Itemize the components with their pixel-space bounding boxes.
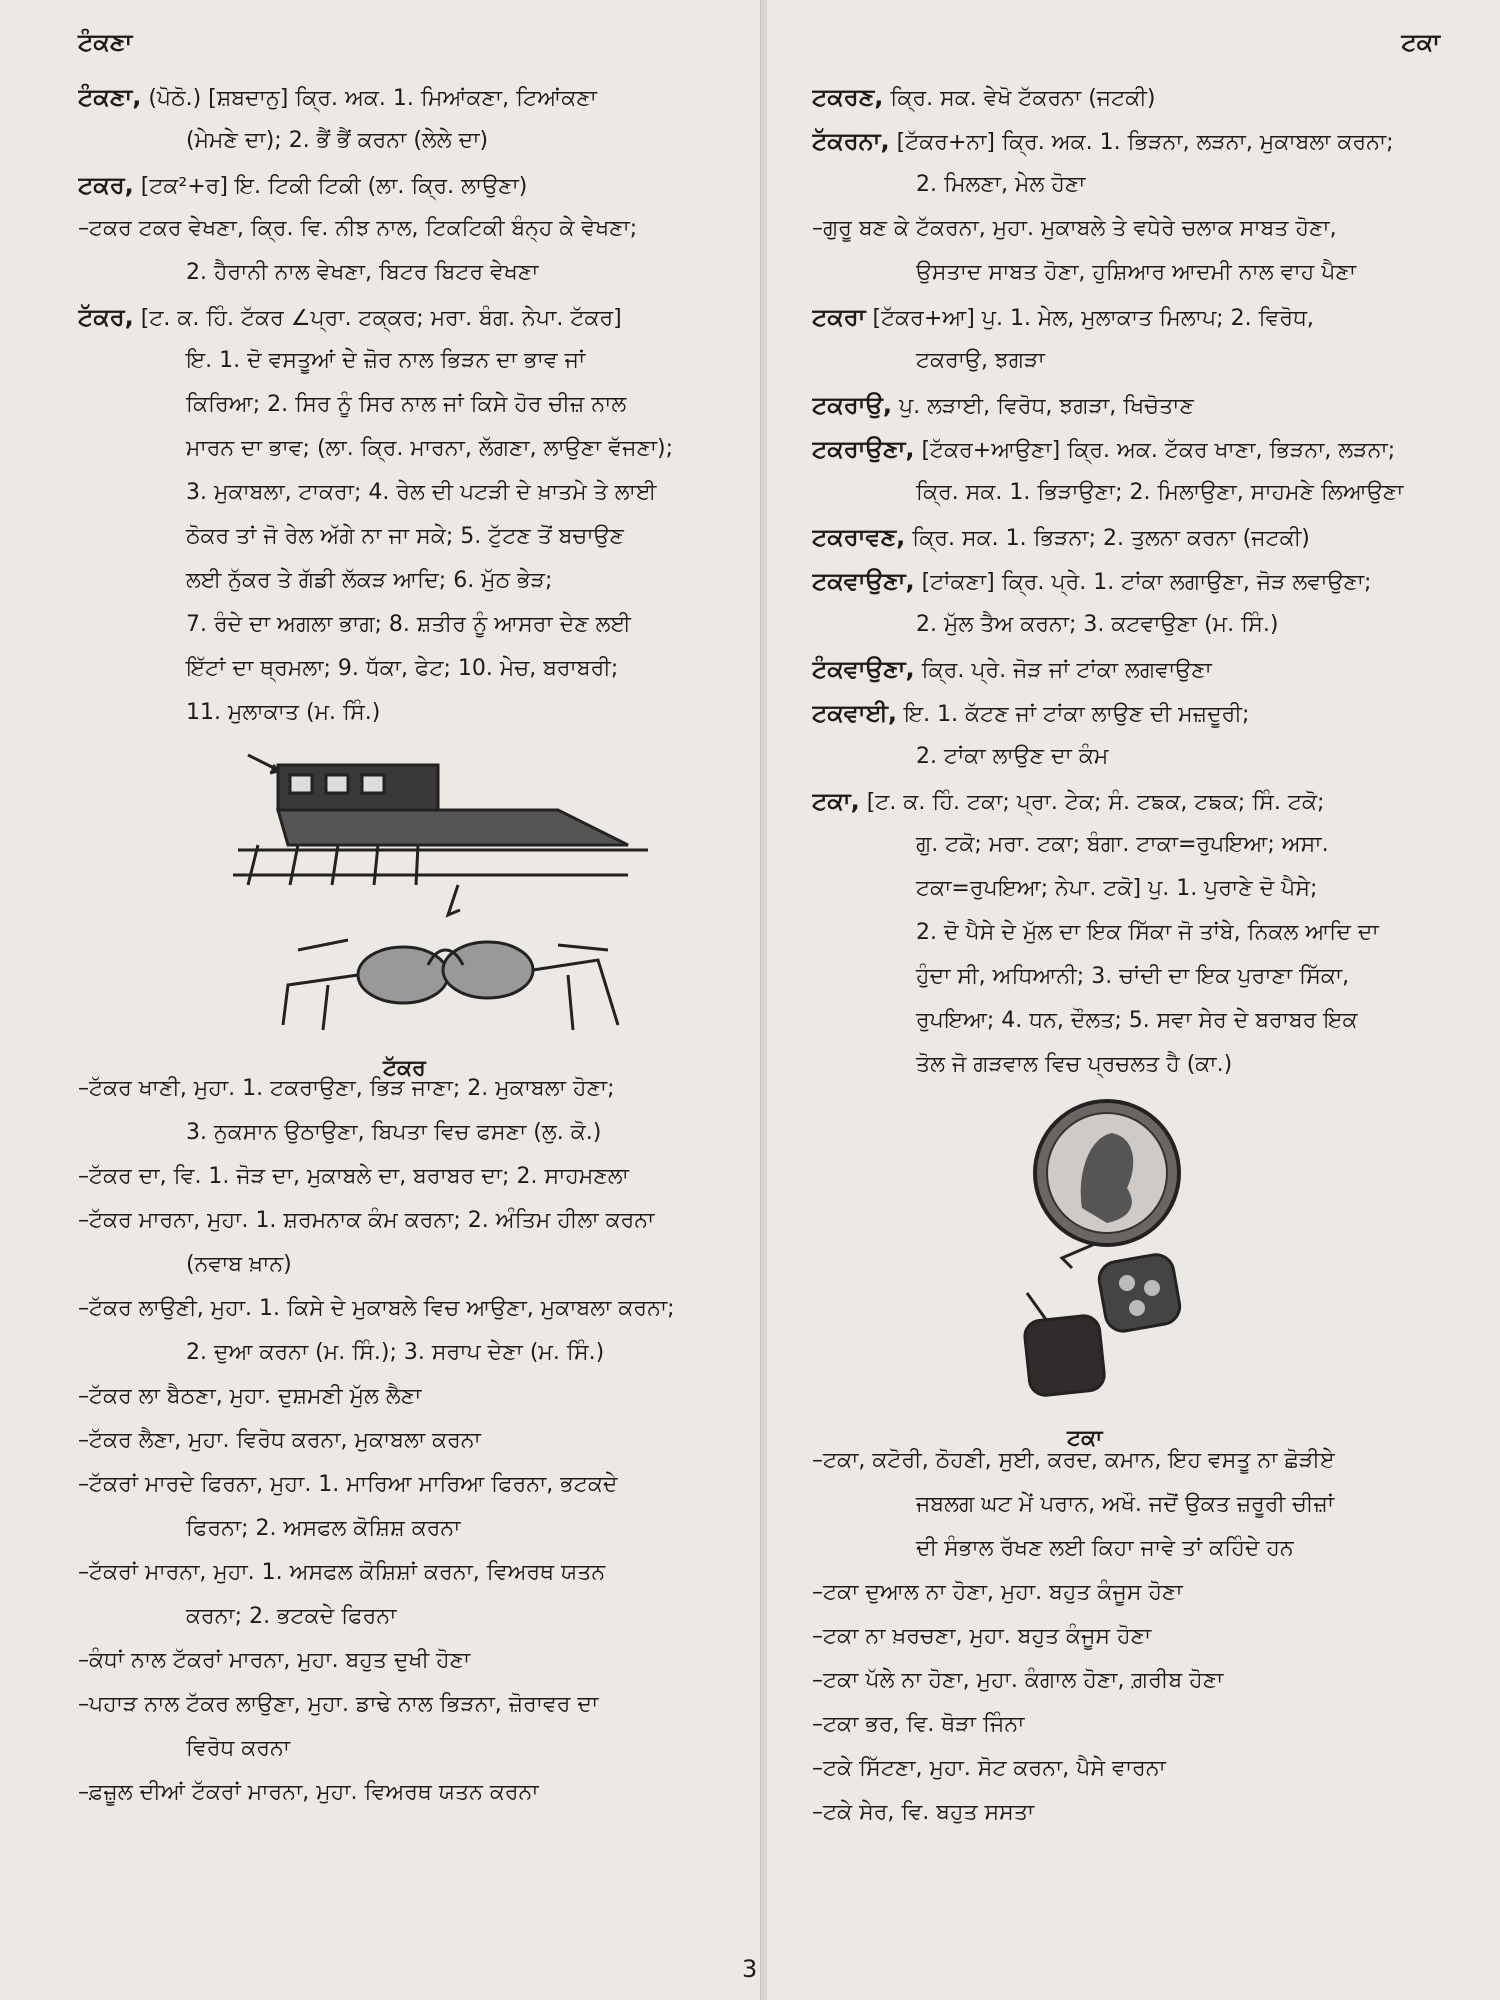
definition-text: –ਟੱਕਰ ਖਾਣੀ, ਮੁਹਾ. 1. ਟਕਰਾਉਣਾ, ਭਿੜ ਜਾਣਾ; 2. ਮੁਕਾਬਲਾ ਹੋਣਾ; xyxy=(78,1076,615,1101)
dictionary-line xyxy=(812,1747,1462,1791)
headword: ਟਕਰਾਵਣ, xyxy=(812,523,906,551)
definition-text: 11. ਮੁਲਾਕਾਤ (ਮ. ਸਿੰ.) xyxy=(186,700,381,725)
dictionary-line xyxy=(812,251,1462,295)
headword: ਟਕਰ, xyxy=(78,171,134,199)
dictionary-line xyxy=(78,1683,718,1727)
definition-text: –ਟਕਰ ਟਕਰ ਵੇਖਣਾ, ਕ੍ਰਿ. ਵਿ. ਨੀਝ ਨਾਲ, ਟਿਕਟਿਕੀ ਬੰਨ੍ਹ ਕੇ ਵੇਖਣਾ; xyxy=(78,216,638,241)
definition-text: ਟਕਰਾਉ, ਝਗੜਾ xyxy=(916,348,1045,373)
definition-text: –ਟੱਕਰਾਂ ਮਾਰਨਾ, ਮੁਹਾ. 1. ਅਸਫਲ ਕੋਸ਼ਿਸ਼ਾਂ ਕਰਨਾ, ਵਿਅਰਥ ਯਤਨ xyxy=(78,1560,606,1585)
train-buffer-and-rams-drawing xyxy=(228,735,708,1045)
page-gutter xyxy=(760,0,767,2000)
left-column xyxy=(78,75,718,1815)
definition-text: ਤੋਲ ਜੋ ਗੜਵਾਲ ਵਿਚ ਪ੍ਰਚਲਤ ਹੈ (ਕਾ.) xyxy=(916,1052,1233,1077)
definition-text: [ਟੱਕਰ+ਆਉਣਾ] ਕ੍ਰਿ. ਅਕ. ਟੱਕਰ ਖਾਣਾ, ਭਿੜਨਾ, ਲੜਨਾ; xyxy=(914,438,1396,463)
dictionary-line xyxy=(812,515,1462,559)
coins-drawing xyxy=(987,1093,1247,1413)
dictionary-line xyxy=(812,647,1462,691)
dictionary-line xyxy=(812,735,1462,779)
dictionary-line xyxy=(78,383,718,427)
dictionary-line xyxy=(78,691,718,735)
definition-text: ਕਰਨਾ; 2. ਭਟਕਦੇ ਫਿਰਨਾ xyxy=(186,1604,397,1629)
headword: ਟਕਾ, xyxy=(812,787,860,815)
dictionary-line xyxy=(78,339,718,383)
definition-text: –ਕੰਧਾਂ ਨਾਲ ਟੱਕਰਾਂ ਮਾਰਨਾ, ਮੁਹਾ. ਬਹੁਤ ਦੁਖੀ ਹੋਣਾ xyxy=(78,1648,471,1673)
dictionary-line xyxy=(812,339,1462,383)
right-column xyxy=(812,75,1462,1835)
definition-text: ਇ. 1. ਕੱਟਣ ਜਾਂ ਟਾਂਕਾ ਲਾਉਣ ਦੀ ਮਜ਼ਦੂਰੀ; xyxy=(897,702,1250,727)
dictionary-line xyxy=(78,163,718,207)
dictionary-line xyxy=(812,1791,1462,1835)
definition-text: 2. ਟਾਂਕਾ ਲਾਉਣ ਦਾ ਕੰਮ xyxy=(916,744,1109,769)
dictionary-line xyxy=(78,251,718,295)
dictionary-line xyxy=(78,427,718,471)
headword: ਟਕਵਾਈ, xyxy=(812,699,898,727)
definition-text: ਇ. 1. ਦੋ ਵਸਤੂਆਂ ਦੇ ਜ਼ੋਰ ਨਾਲ ਭਿੜਨ ਦਾ ਭਾਵ ਜਾਂ xyxy=(186,348,586,373)
definition-text: ਦੀ ਸੰਭਾਲ ਰੱਖਣ ਲਈ ਕਿਹਾ ਜਾਵੇ ਤਾਂ ਕਹਿੰਦੇ ਹਨ xyxy=(916,1536,1294,1561)
coin-illustration xyxy=(812,1087,1462,1451)
headword: ਟਕਰਾਉ, xyxy=(812,391,892,419)
dictionary-line xyxy=(78,1507,718,1551)
dictionary-line xyxy=(812,911,1462,955)
definition-text: –ਟੱਕਰ ਲਾਉਣੀ, ਮੁਹਾ. 1. ਕਿਸੇ ਦੇ ਮੁਕਾਬਲੇ ਵਿਚ ਆਉਣਾ, ਮੁਕਾਬਲਾ ਕਰਨਾ; xyxy=(78,1296,675,1321)
dictionary-line xyxy=(78,1155,718,1199)
dictionary-line xyxy=(78,295,718,339)
dictionary-line xyxy=(78,559,718,603)
dictionary-line xyxy=(812,603,1462,647)
definition-text: [ਟਾਂਕਣਾ] ਕ੍ਰਿ. ਪ੍ਰੇ. 1. ਟਾਂਕਾ ਲਗਾਉਣਾ, ਜੋੜ ਲਵਾਉਣਾ; xyxy=(914,570,1372,595)
definition-text: (ਪੋਠੋ.) [ਸ਼ਬਦਾਨੁ] ਕ੍ਰਿ. ਅਕ. 1. ਮਿਆਂਕਣਾ, ਟਿਆਂਕਣਾ xyxy=(141,86,597,111)
definition-text: –ਟੱਕਰ ਮਾਰਨਾ, ਮੁਹਾ. 1. ਸ਼ਰਮਨਾਕ ਕੰਮ ਕਰਨਾ; 2. ਅੰਤਿਮ ਹੀਲਾ ਕਰਨਾ xyxy=(78,1208,655,1233)
dictionary-line xyxy=(78,1287,718,1331)
definition-text: –ਟਕੇ ਸਿੱਟਣਾ, ਮੁਹਾ. ਸੋਟ ਕਰਨਾ, ਪੈਸੇ ਵਾਰਨਾ xyxy=(812,1756,1166,1781)
definition-text: –ਪਹਾੜ ਨਾਲ ਟੱਕਰ ਲਾਉਣਾ, ਮੁਹਾ. ਡਾਢੇ ਨਾਲ ਭਿੜਨਾ, ਜ਼ੋਰਾਵਰ ਦਾ xyxy=(78,1692,599,1717)
dictionary-line xyxy=(78,647,718,691)
definition-text: ਉਸਤਾਦ ਸਾਬਤ ਹੋਣਾ, ਹੁਸ਼ਿਆਰ ਆਦਮੀ ਨਾਲ ਵਾਹ ਪੈਣਾ xyxy=(916,260,1357,285)
dictionary-line xyxy=(78,515,718,559)
headword: ਟਕਰਾਉਣਾ, xyxy=(812,435,915,463)
page-number: 3 xyxy=(742,1955,758,1983)
definition-text: –ਟਕਾ ਨਾ ਖ਼ਰਚਣਾ, ਮੁਹਾ. ਬਹੁਤ ਕੰਜੂਸ ਹੋਣਾ xyxy=(812,1624,1152,1649)
dictionary-line xyxy=(812,163,1462,207)
running-head-right: ਟਕਾ xyxy=(1401,28,1440,56)
dictionary-line xyxy=(78,1419,718,1463)
definition-text: [ਟ. ਕ. ਹਿੰ. ਟੱਕਰ ∠ਪ੍ਰਾ. ਟਕ੍ਕਰ; ਮਰਾ. ਬੰਗ. ਨੇਪਾ. ਟੱਕਰ] xyxy=(133,306,622,331)
dictionary-line xyxy=(812,295,1462,339)
definition-text: –ਟਕੇ ਸੇਰ, ਵਿ. ਬਹੁਤ ਸਸਤਾ xyxy=(812,1800,1035,1825)
left-entries-top xyxy=(78,75,718,735)
headword: ਟਕਰਣ, xyxy=(812,83,884,111)
running-head-left: ਟੰਕਣਾ xyxy=(78,28,133,56)
dictionary-line xyxy=(812,383,1462,427)
figure-caption-taka: ਟਕਾ xyxy=(1067,1426,1103,1451)
dictionary-line xyxy=(812,955,1462,999)
definition-text: [ਟੱਕਰ+ਆ] ਪੁ. 1. ਮੇਲ, ਮੁਲਾਕਾਤ ਮਿਲਾਪ; 2. ਵਿਰੋਧ, xyxy=(865,306,1314,331)
dictionary-line xyxy=(812,75,1462,119)
dictionary-line xyxy=(812,1043,1462,1087)
definition-text: ਹੁੰਦਾ ਸੀ, ਅਧਿਆਨੀ; 3. ਚਾਂਦੀ ਦਾ ਇਕ ਪੁਰਾਣਾ ਸਿੱਕਾ, xyxy=(916,964,1350,989)
definition-text: 2. ਮਿਲਣਾ, ਮੇਲ ਹੋਣਾ xyxy=(916,172,1086,197)
definition-text: ਕ੍ਰਿ. ਸਕ. 1. ਭਿੜਾਉਣਾ; 2. ਮਿਲਾਉਣਾ, ਸਾਹਮਣੇ ਲਿਆਉਣਾ xyxy=(916,480,1404,505)
dictionary-line xyxy=(812,1703,1462,1747)
dictionary-line xyxy=(812,427,1462,471)
definition-text: –ਟਕਾ ਦੁਆਲ ਨਾ ਹੋਣਾ, ਮੁਹਾ. ਬਹੁਤ ਕੰਜੂਸ ਹੋਣਾ xyxy=(812,1580,1183,1605)
definition-text: –ਟੱਕਰਾਂ ਮਾਰਦੇ ਫਿਰਨਾ, ਮੁਹਾ. 1. ਮਾਰਿਆ ਮਾਰਿਆ ਫਿਰਨਾ, ਭਟਕਦੇ xyxy=(78,1472,618,1497)
dictionary-line xyxy=(78,1375,718,1419)
definition-text: [ਟੱਕਰ+ਨਾ] ਕ੍ਰਿ. ਅਕ. 1. ਭਿੜਨਾ, ਲੜਨਾ, ਮੁਕਾਬਲਾ ਕਰਨਾ; xyxy=(889,130,1394,155)
definition-text: ਟਕਾ=ਰੁਪਇਆ; ਨੇਪਾ. ਟਕੋ] ਪੁ. 1. ਪੁਰਾਣੇ ਦੋ ਪੈਸੇ; xyxy=(916,876,1318,901)
definition-text: ਫਿਰਨਾ; 2. ਅਸਫਲ ਕੋਸ਼ਿਸ਼ ਕਰਨਾ xyxy=(186,1516,461,1541)
definition-text: (ਮੇਮਣੇ ਦਾ); 2. ਭੈਂ ਭੈਂ ਕਰਨਾ (ਲੇਲੇ ਦਾ) xyxy=(186,128,489,153)
definition-text: –ਟੱਕਰ ਲੈਣਾ, ਮੁਹਾ. ਵਿਰੋਧ ਕਰਨਾ, ਮੁਕਾਬਲਾ ਕਰਨਾ xyxy=(78,1428,481,1453)
definition-text: ਠੋਕਰ ਤਾਂ ਜੋ ਰੇਲ ਅੱਗੇ ਨਾ ਜਾ ਸਕੇ; 5. ਟੁੱਟਣ ਤੋਂ ਬਚਾਉਣ xyxy=(186,524,624,549)
headword: ਟੰਕਣਾ, xyxy=(78,83,142,111)
dictionary-line xyxy=(812,779,1462,823)
definition-text: ਕ੍ਰਿ. ਪ੍ਰੇ. ਜੋੜ ਜਾਂ ਟਾਂਕਾ ਲਗਵਾਉਣਾ xyxy=(914,658,1212,683)
definition-text: ਲਈ ਨੁੱਕਰ ਤੇ ਗੱਡੀ ਲੱਕੜ ਆਦਿ; 6. ਮੁੱਠ ਭੇੜ; xyxy=(186,568,553,593)
definition-text: ਪੁ. ਲੜਾਈ, ਵਿਰੋਧ, ਝਗੜਾ, ਖਿਚੋਤਾਣ xyxy=(891,394,1194,419)
dictionary-line xyxy=(78,1771,718,1815)
dictionary-line xyxy=(78,1551,718,1595)
dictionary-line xyxy=(812,119,1462,163)
definition-text: ਕਿਰਿਆ; 2. ਸਿਰ ਨੂੰ ਸਿਰ ਨਾਲ ਜਾਂ ਕਿਸੇ ਹੋਰ ਚੀਜ਼ ਨਾਲ xyxy=(186,392,627,417)
dictionary-line xyxy=(78,1727,718,1771)
definition-text: 2. ਮੁੱਲ ਤੈਅ ਕਰਨਾ; 3. ਕਟਵਾਉਣਾ (ਮ. ਸਿੰ.) xyxy=(916,612,1279,637)
collision-illustration xyxy=(78,735,718,1081)
definition-text: ਕ੍ਰਿ. ਸਕ. 1. ਭਿੜਨਾ; 2. ਤੁਲਨਾ ਕਰਨਾ (ਜਟਕੀ) xyxy=(905,526,1310,551)
definition-text: ਇੱਟਾਂ ਦਾ ਥ੍ਰਮਲਾ; 9. ਧੱਕਾ, ਫੇਟ; 10. ਮੇਚ, ਬਰਾਬਰੀ; xyxy=(186,656,619,681)
left-entries-bottom xyxy=(78,1067,718,1815)
dictionary-line xyxy=(78,207,718,251)
definition-text: ਵਿਰੋਧ ਕਰਨਾ xyxy=(186,1736,291,1761)
dictionary-line xyxy=(812,1439,1462,1483)
dictionary-line xyxy=(78,1639,718,1683)
definition-text: –ਫ਼ਜ਼ੂਲ ਦੀਆਂ ਟੱਕਰਾਂ ਮਾਰਨਾ, ਮੁਹਾ. ਵਿਅਰਥ ਯਤਨ ਕਰਨਾ xyxy=(78,1780,539,1805)
dictionary-line xyxy=(812,471,1462,515)
definition-text: ਕ੍ਰਿ. ਸਕ. ਵੇਖੋ ਟੱਕਰਨਾ (ਜਟਕੀ) xyxy=(883,86,1156,111)
dictionary-line xyxy=(78,603,718,647)
dictionary-line xyxy=(812,1527,1462,1571)
dictionary-line xyxy=(78,1595,718,1639)
right-entries-top xyxy=(812,75,1462,1087)
headword: ਟੱਕਰਨਾ, xyxy=(812,127,890,155)
dictionary-line xyxy=(812,559,1462,603)
dictionary-line xyxy=(78,1199,718,1243)
definition-text: 2. ਹੈਰਾਨੀ ਨਾਲ ਵੇਖਣਾ, ਬਿਟਰ ਬਿਟਰ ਵੇਖਣਾ xyxy=(186,260,539,285)
dictionary-line xyxy=(812,823,1462,867)
dictionary-line xyxy=(78,1243,718,1287)
definition-text: ਮਾਰਨ ਦਾ ਭਾਵ; (ਲਾ. ਕ੍ਰਿ. ਮਾਰਨਾ, ਲੱਗਣਾ, ਲਾਉਣਾ ਵੱਜਣਾ); xyxy=(186,436,674,461)
headword: ਟਕਰਾ xyxy=(812,303,866,331)
dictionary-line xyxy=(812,1615,1462,1659)
figure-caption-takkar: ਟੱਕਰ xyxy=(383,1056,426,1081)
definition-text: ਜਬਲਗ ਘਟ ਮੇਂ ਪਰਾਨ, ਅਖੌ. ਜਦੋਂ ਉਕਤ ਜ਼ਰੂਰੀ ਚੀਜ਼ਾਂ xyxy=(916,1492,1335,1517)
definition-text: 3. ਨੁਕਸਾਨ ਉਠਾਉਣਾ, ਬਿਪਤਾ ਵਿਚ ਫਸਣਾ (ਲੁ. ਕੋ.) xyxy=(186,1120,602,1145)
definition-text: 2. ਦੁਆ ਕਰਨਾ (ਮ. ਸਿੰ.); 3. ਸਰਾਪ ਦੇਣਾ (ਮ. ਸਿੰ.) xyxy=(186,1340,605,1365)
dictionary-line xyxy=(812,999,1462,1043)
dictionary-line xyxy=(812,1659,1462,1703)
dictionary-line xyxy=(78,75,718,119)
definition-text: 7. ਰੰਦੇ ਦਾ ਅਗਲਾ ਭਾਗ; 8. ਸ਼ਤੀਰ ਨੂੰ ਆਸਰਾ ਦੇਣ ਲਈ xyxy=(186,612,631,637)
definition-text: –ਟਕਾ, ਕਟੋਰੀ, ਠੋਹਣੀ, ਸੁਈ, ਕਰਦ, ਕਮਾਨ, ਇਹ ਵਸਤੂ ਨਾ ਛੋੜੀਏ xyxy=(812,1448,1335,1473)
definition-text: (ਨਵਾਬ ਖ਼ਾਨ) xyxy=(186,1252,292,1277)
definition-text: –ਟੱਕਰ ਦਾ, ਵਿ. 1. ਜੋੜ ਦਾ, ਮੁਕਾਬਲੇ ਦਾ, ਬਰਾਬਰ ਦਾ; 2. ਸਾਹਮਣਲਾ xyxy=(78,1164,629,1189)
right-entries-bottom xyxy=(812,1439,1462,1835)
headword: ਟੱਕਰ, xyxy=(78,303,134,331)
definition-text: ਰੁਪਇਆ; 4. ਧਨ, ਦੌਲਤ; 5. ਸਵਾ ਸੇਰ ਦੇ ਬਰਾਬਰ ਇਕ xyxy=(916,1008,1358,1033)
dictionary-line xyxy=(812,691,1462,735)
headword: ਟਕਵਾਉਣਾ, xyxy=(812,567,915,595)
definition-text: [ਟਕ²+ਰ] ਇ. ਟਿਕੀ ਟਿਕੀ (ਲਾ. ਕ੍ਰਿ. ਲਾਉਣਾ) xyxy=(133,174,528,199)
dictionary-line xyxy=(78,1331,718,1375)
headword: ਟੰਕਵਾਉਣਾ, xyxy=(812,655,915,683)
dictionary-line xyxy=(78,471,718,515)
dictionary-line xyxy=(78,1463,718,1507)
definition-text: [ਟ. ਕ. ਹਿੰ. ਟਕਾ; ਪ੍ਰਾ. ਟੇਕ; ਸੰ. ਟਙਕ, ਟਙਕ; ਸਿੰ. ਟਕੋ; xyxy=(859,790,1325,815)
dictionary-line xyxy=(812,207,1462,251)
dictionary-line xyxy=(78,1111,718,1155)
definition-text: 3. ਮੁਕਾਬਲਾ, ਟਾਕਰਾ; 4. ਰੇਲ ਦੀ ਪਟੜੀ ਦੇ ਖ਼ਾਤਮੇ ਤੇ ਲਾਈ xyxy=(186,480,657,505)
dictionary-line xyxy=(78,119,718,163)
dictionary-line xyxy=(812,1571,1462,1615)
definition-text: –ਟਕਾ ਪੱਲੇ ਨਾ ਹੋਣਾ, ਮੁਹਾ. ਕੰਗਾਲ ਹੋਣਾ, ਗ਼ਰੀਬ ਹੋਣਾ xyxy=(812,1668,1224,1693)
definition-text: –ਗੁਰੂ ਬਣ ਕੇ ਟੱਕਰਨਾ, ਮੁਹਾ. ਮੁਕਾਬਲੇ ਤੇ ਵਧੇਰੇ ਚਲਾਕ ਸਾਬਤ ਹੋਣਾ, xyxy=(812,216,1337,241)
definition-text: –ਟਕਾ ਭਰ, ਵਿ. ਥੋੜਾ ਜਿੰਨਾ xyxy=(812,1712,1025,1737)
dictionary-line xyxy=(812,867,1462,911)
dictionary-line xyxy=(812,1483,1462,1527)
definition-text: ਗੁ. ਟਕੋ; ਮਰਾ. ਟਕਾ; ਬੰਗਾ. ਟਾਕਾ=ਰੁਪਇਆ; ਅਸਾ. xyxy=(916,832,1329,857)
definition-text: –ਟੱਕਰ ਲਾ ਬੈਠਣਾ, ਮੁਹਾ. ਦੁਸ਼ਮਣੀ ਮੁੱਲ ਲੈਣਾ xyxy=(78,1384,422,1409)
definition-text: 2. ਦੋ ਪੈਸੇ ਦੇ ਮੁੱਲ ਦਾ ਇਕ ਸਿੱਕਾ ਜੋ ਤਾਂਬੇ, ਨਿਕਲ ਆਦਿ ਦਾ xyxy=(916,920,1379,945)
